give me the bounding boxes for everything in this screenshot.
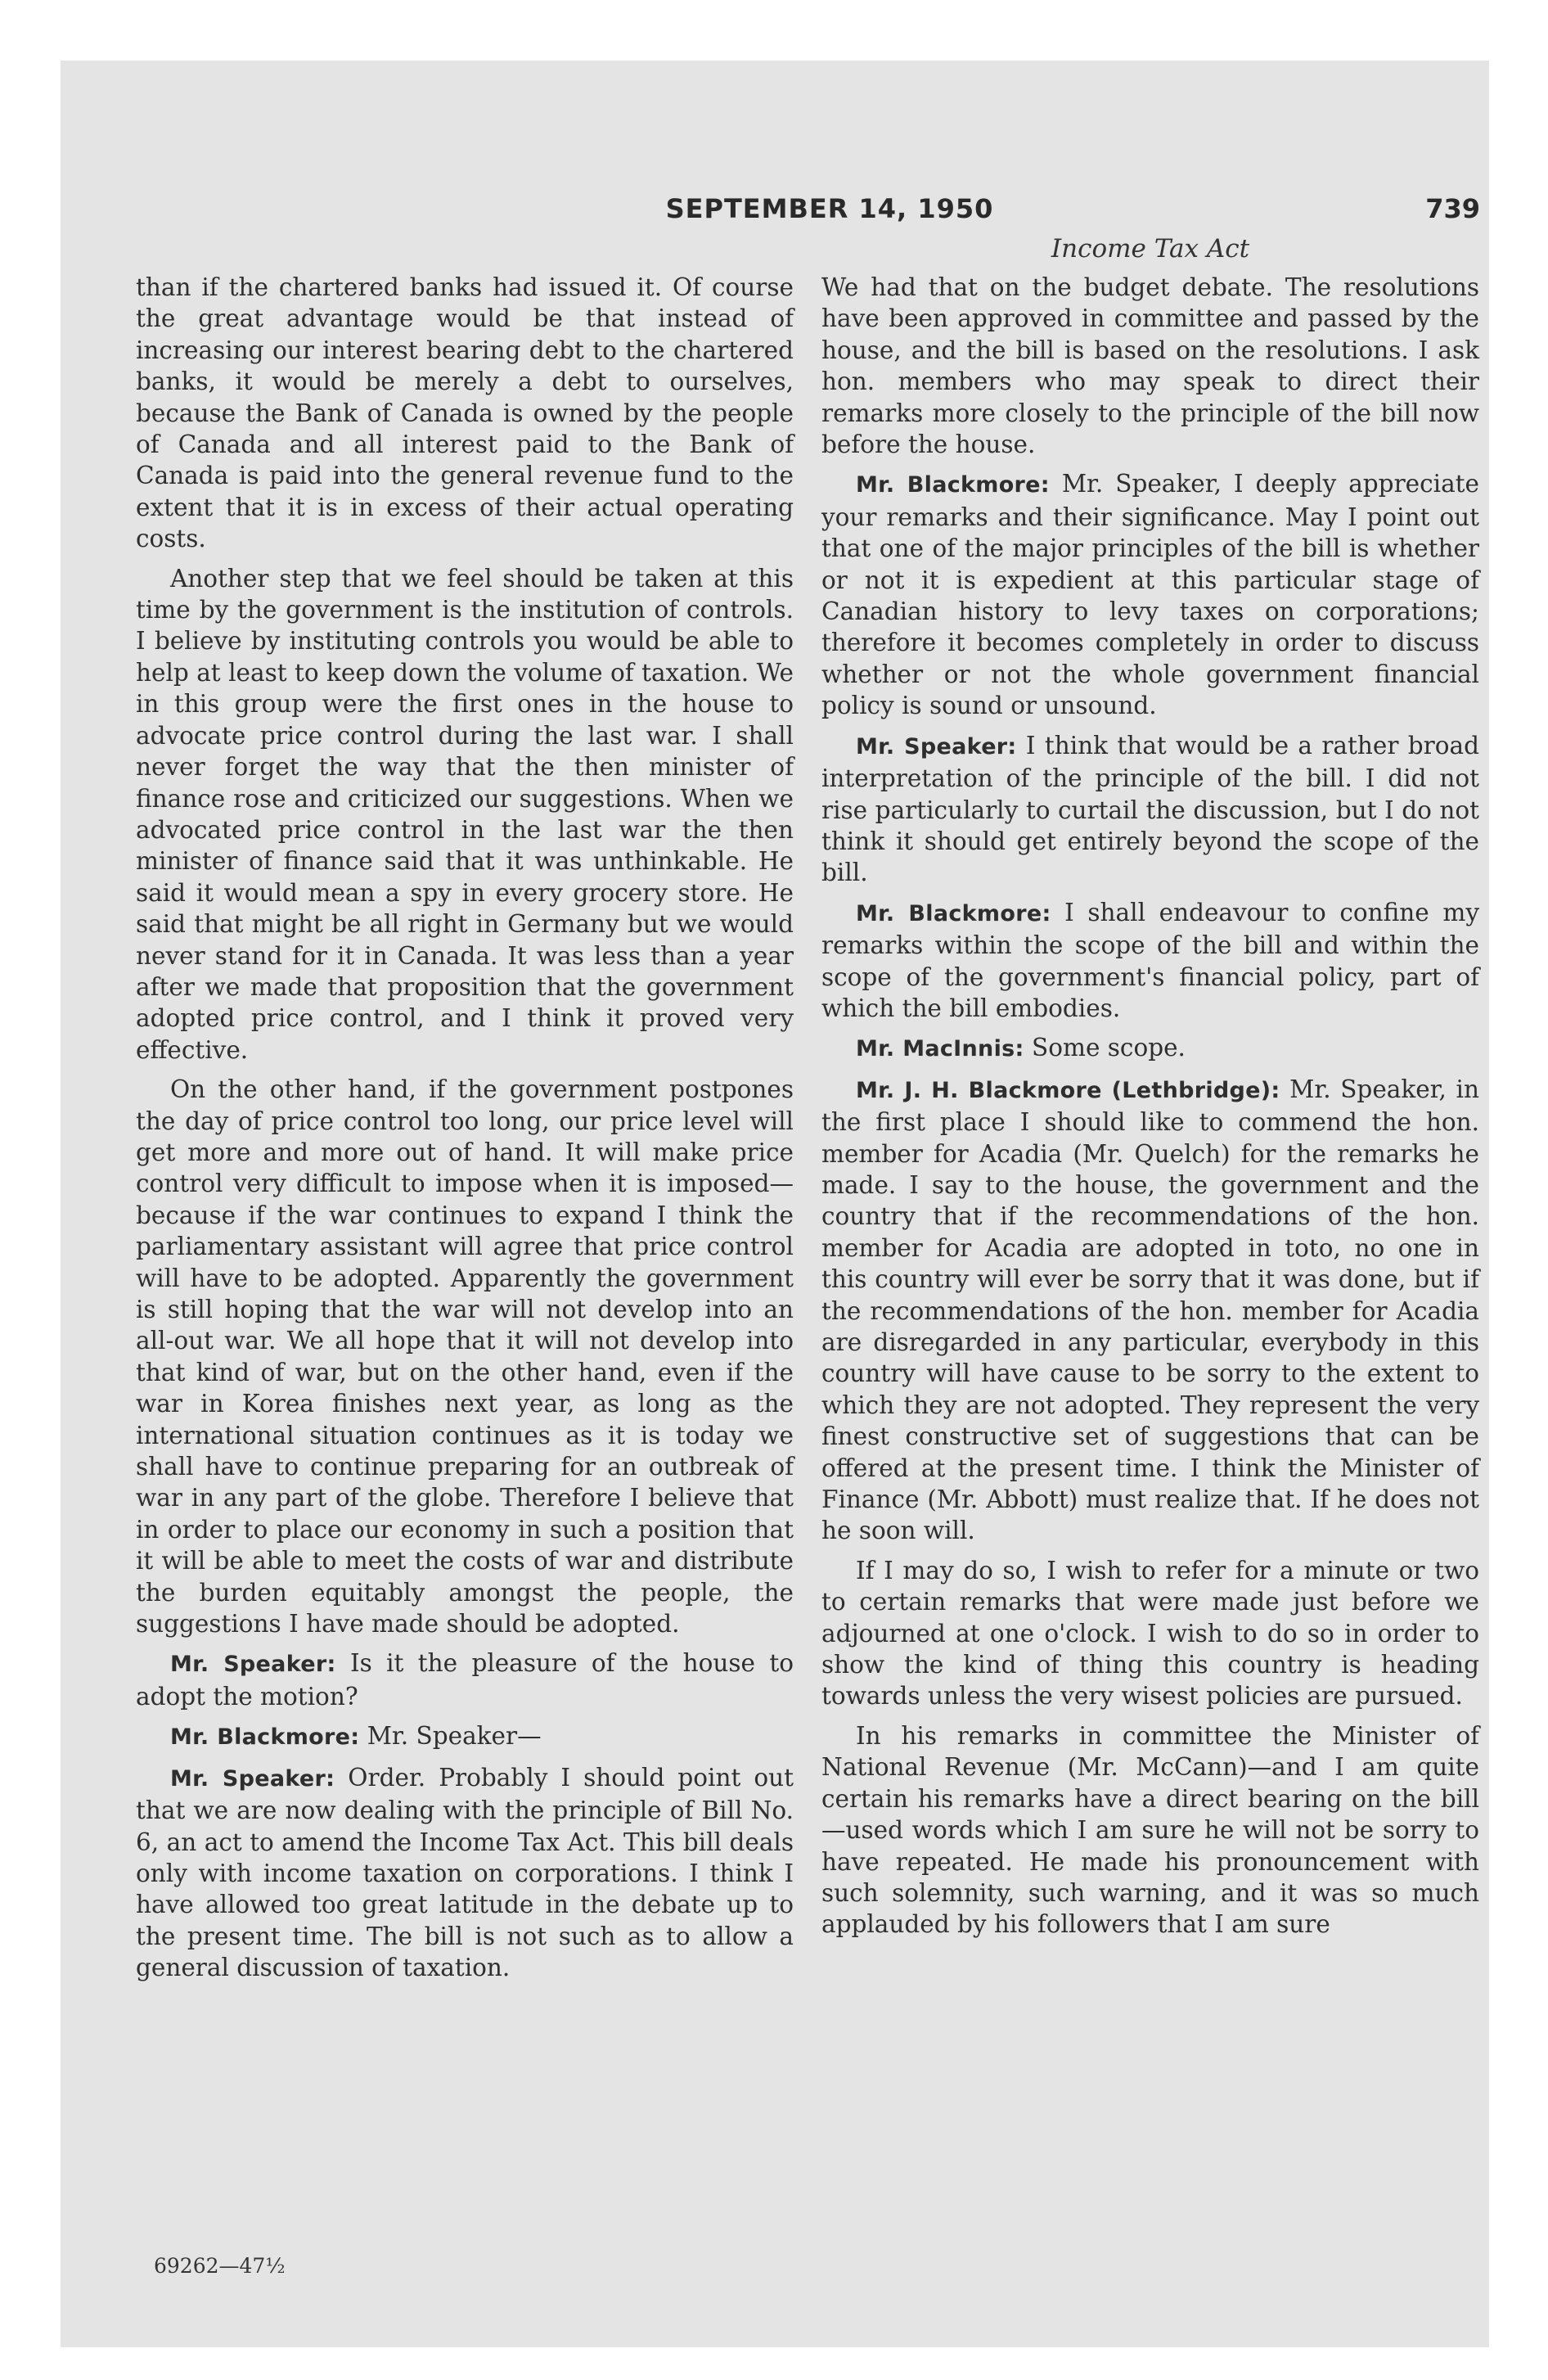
speech-text: I shall endeavour to confine my remarks within the scope of the bill and within the scope of the government's financial policy, part of which the bill embodies.: [821, 898, 1479, 1022]
speaker-name: Mr. Blackmore:: [856, 900, 1051, 926]
speech-text: Mr. Speaker, in the first place I should like to commend the hon. member for Acadia (Mr. Quelch) for the remarks he made. I say to the house, the government and the country that if the recommendations of the hon. member for Acadia are adopted in toto, no one in this country will ever be sorry that it was done, but if the recommendations of the hon. member for Acadia are disregarded in any particular, everybody in this country will have cause to be sorry to the extent to which they are not adopted. They represent the very finest constructive set of suggestions that can be offered at the present time. I think the Minister of Finance (Mr. Abbott) must realize that. If he does not he soon will.: [821, 1075, 1479, 1545]
speaker-name: Mr. Speaker:: [170, 1765, 335, 1792]
speech-paragraph: [136, 1720, 794, 1753]
paragraph: On the other hand, if the government postpones the day of price control too long, our price level will get more and more out of hand. It will make price control very difficult to impose when it is imposed—because if the war continues to expand I think the parliamentary assistant will agree that price control will have to be adopted. Apparently the government is still hoping that the war will not develop into an all-out war. We all hope that it will not develop into that kind of war, but on the other hand, even if the war in Korea finishes next year, as long as the international situation continues as it is today we shall have to continue preparing for an outbreak of war in any part of the globe. Therefore I believe that in order to place our economy in such a position that it will be able to meet the costs of war and distribute the burden equitably amongst the people, the suggestions I have made should be adopted.: [136, 1075, 794, 1639]
paragraph: Another step that we feel should be taken at this time by the government is the institution of controls. I believe by instituting controls you would be able to help at least to keep down the volume of taxation. We in this group were the first ones in the house to advocate price control during the last war. I shall never forget the way that the then minister of finance rose and criticized our suggestions. When we advocated price control in the last war the then minister of finance said that it was unthinkable. He said it would mean a spy in every grocery store. He said that might be all right in Germany but we would never stand for it in Canada. It was less than a year after we made that proposition that the government adopted price control, and I think it proved very effective.: [136, 564, 794, 1064]
speech-paragraph: [821, 468, 1479, 721]
speech-text: I think that would be a rather broad interpretation of the principle of the bill. I did not rise particularly to curtail the discussion, but I do not think it should get entirely beyond the scope of the bill.: [821, 731, 1479, 887]
left-column: [136, 272, 794, 1984]
speaker-name: Mr. Blackmore:: [856, 472, 1050, 498]
paragraph: In his remarks in committee the Minister of National Revenue (Mr. McCann)—and I am quite certain his remarks have a direct bearing on the bill—used words which I am sure he will not be sorry to have repeated. He made his pronouncement with such solemnity, such warning, and it was so much applauded by his followers that I am sure: [821, 1721, 1479, 1939]
paragraph: We had that on the budget debate. The resolutions have been approved in committee and passed by the house, and the bill is based on the resolutions. I ask hon. members who may speak to direct their remarks more closely to the principle of the bill now before the house.: [821, 273, 1479, 459]
speech-paragraph: [821, 730, 1479, 889]
speech-text: Mr. Speaker, I deeply appreciate your remarks and their significance. May I point out that one of the major principles of the bill is whether or not it is expedient at this particular stage of Canadian history to levy taxes on corporations; therefore it becomes completely in order to discuss whether or not the whole government financial policy is sound or unsound.: [821, 470, 1479, 720]
print-code-footer: 69262—47½: [154, 2254, 286, 2278]
speaker-name: Mr. Speaker:: [856, 733, 1017, 760]
page-number: 739: [1425, 193, 1480, 224]
speech-text: Order. Probably I should point out that we are now dealing with the principle of Bill No. 6, an act to amend the Income Tax Act. This bill deals only with income taxation on corporations. I think I have allowed too great latitude in the debate up to the present time. The bill is not such as to allow a general discussion of taxation.: [136, 1763, 794, 1982]
speaker-name: Mr. Speaker:: [170, 1652, 336, 1678]
right-column: [821, 272, 1479, 1941]
speech-paragraph: [821, 897, 1479, 1025]
paragraph: than if the chartered banks had issued it. Of course the great advantage would be that instead of increasing our interest bearing debt to the chartered banks, it would be merely a debt to ourselves, because the Bank of Canada is owned by the people of Canada and all interest paid to the Bank of Canada is paid into the general revenue fund to the extent that it is in excess of their actual operating costs.: [136, 273, 794, 553]
speech-text: Some scope.: [1032, 1034, 1186, 1062]
speech-paragraph: [821, 1074, 1479, 1547]
speech-paragraph: [136, 1762, 794, 1984]
speaker-name: Mr. Blackmore:: [170, 1724, 360, 1751]
speech-text: Mr. Speaker—: [367, 1722, 542, 1751]
speech-paragraph: [821, 1032, 1479, 1065]
scanned-page: [61, 61, 1489, 2347]
running-head-title: Income Tax Act: [1051, 234, 1250, 264]
speech-text: Is it the pleasure of the house to adopt the motion?: [136, 1649, 794, 1711]
speaker-name: Mr. MacInnis:: [856, 1036, 1024, 1062]
paragraph: If I may do so, I wish to refer for a minute or two to certain remarks that were made just before we adjourned at one o'clock. I wish to do so in order to show the kind of thing this country is heading towards unless the very wisest policies are pursued.: [821, 1556, 1479, 1711]
page-date-header: SEPTEMBER 14, 1950: [665, 193, 994, 224]
speech-paragraph: [136, 1648, 794, 1712]
speaker-name: Mr. J. H. Blackmore (Lethbridge):: [856, 1077, 1280, 1103]
